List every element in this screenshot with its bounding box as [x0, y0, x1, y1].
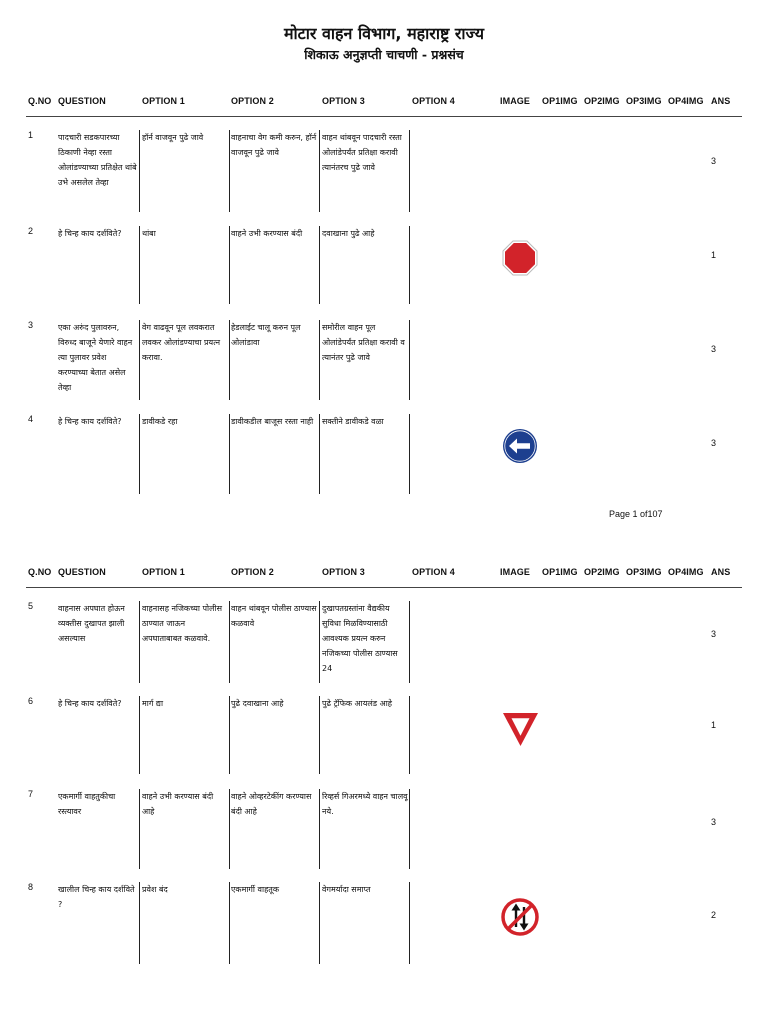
header-rule [26, 587, 742, 588]
option-3: समोरील वाहन पूल ओलांडेपर्यंत प्रतिक्षा करावी व त्यानंतर पुढे जावे [322, 323, 405, 362]
column-rule [229, 696, 230, 774]
option-1: वाहनासह नजिकच्या पोलीस ठाण्यात जाऊन अपघाताबाबत कळवावे. [142, 604, 223, 643]
header-option2: OPTION 2 [231, 96, 274, 106]
header-ans: ANS [711, 567, 731, 577]
header-option1: OPTION 1 [142, 96, 185, 106]
question-text: हे चिन्ह काय दर्शविते? [58, 699, 122, 708]
column-rule [409, 789, 410, 869]
option-1: हॉर्न वाजवून पुढे जावे [142, 133, 204, 142]
option-1: थांबा [142, 229, 156, 238]
header-image: IMAGE [500, 96, 531, 106]
question-number: 3 [28, 320, 34, 330]
header-question: QUESTION [58, 567, 106, 577]
answer-value: 3 [711, 817, 717, 827]
two-way-traffic-prohibited-sign-icon [501, 898, 539, 940]
question-number: 7 [28, 789, 34, 799]
option-1: प्रवेश बंद [142, 885, 168, 894]
option-2: डावीकडील बाजूस रस्ता नाही [231, 417, 314, 426]
option-2: वाहने उभी करण्यास बंदी [231, 229, 303, 238]
header-image: IMAGE [500, 567, 531, 577]
option-1: वेग वाढवून पूल लवकरात लवकर ओलांडण्याचा प्रयत्न करावा. [142, 323, 221, 362]
column-rule [139, 414, 140, 494]
page-title: मोटार वाहन विभाग, महाराष्ट्र राज्य [283, 24, 485, 43]
header-op2img: OP2IMG [584, 567, 620, 577]
column-rule [409, 882, 410, 964]
option-2: वाहने ओव्हरटेकींग करण्यास बंदी आहे [231, 792, 312, 816]
column-rule [139, 320, 140, 400]
option-1: डावीकडे रहा [142, 417, 178, 426]
option-1: वाहने उभी करण्यास बंदी आहे [142, 792, 214, 816]
answer-value: 1 [711, 720, 717, 730]
option-3: दवाखाना पुढे आहे [322, 229, 375, 238]
column-rule [139, 789, 140, 869]
column-rule [229, 320, 230, 400]
header-rule [26, 116, 742, 117]
column-rule [229, 882, 230, 964]
header-op3img: OP3IMG [626, 567, 662, 577]
column-rule [409, 320, 410, 400]
column-rule [409, 226, 410, 304]
stop-sign-icon [502, 240, 538, 280]
column-rule [229, 789, 230, 869]
column-rule [139, 882, 140, 964]
compulsory-turn-left-sign-icon [502, 428, 538, 468]
column-rule [319, 414, 320, 494]
column-rule [229, 226, 230, 304]
question-text: हे चिन्ह काय दर्शविते? [58, 229, 122, 238]
column-rule [319, 130, 320, 212]
header-op3img: OP3IMG [626, 96, 662, 106]
column-rule [409, 414, 410, 494]
column-rule [229, 414, 230, 494]
question-text: एकमार्गी वाहतुकीचा रस्त्यावर [58, 792, 116, 816]
column-rule [139, 601, 140, 683]
header-qno: Q.NO [28, 96, 52, 106]
option-3: दुखापतग्रस्तांना वैद्यकीय सुविधा मिळविण्यासाठी आवश्यक प्रयत्न करुन नजिकच्या पोलीस ठाण्यास 24 [322, 604, 398, 673]
question-number: 6 [28, 696, 34, 706]
column-rule [409, 601, 410, 683]
question-text: पादचारी सडकपारच्या ठिकाणी नेव्हा रस्ता ओलांडण्याच्या प्रतिक्षेत थांबे उभे असलेल तेव्हा [58, 133, 137, 187]
question-text: एका अरुंद पुलावरुन, विरुध्द बाजूने येणारे वाहन त्या पुलावर प्रवेश करण्याच्या बेतात असेल तेव्हा [58, 323, 133, 392]
column-rule [409, 130, 410, 212]
column-rule [229, 130, 230, 212]
answer-value: 3 [711, 344, 717, 354]
column-rule [319, 882, 320, 964]
option-2: हेडलाईट चालू करुन पूल ओलांडावा [231, 323, 301, 347]
column-rule [319, 789, 320, 869]
option-2: एकमार्गी वाहतूक [231, 885, 280, 894]
header-ans: ANS [711, 96, 731, 106]
answer-value: 3 [711, 629, 717, 639]
question-number: 4 [28, 414, 34, 424]
option-1: मार्ग द्या [142, 699, 164, 708]
column-rule [319, 696, 320, 774]
header-option3: OPTION 3 [322, 567, 365, 577]
question-text: खालील चिन्ह काय दर्शविते ? [58, 885, 135, 909]
header-qno: Q.NO [28, 567, 52, 577]
header-option4: OPTION 4 [412, 567, 455, 577]
option-3: वेगमर्यादा समाप्त [322, 885, 371, 894]
header-op2img: OP2IMG [584, 96, 620, 106]
answer-value: 3 [711, 156, 717, 166]
option-3: रिव्हर्स गिअरमध्ये वाहन चालवू नये. [322, 792, 408, 816]
question-text: वाहनास अपघात होऊन व्यक्तीस दुखापत झाली असल्यास [58, 604, 125, 643]
header-op1img: OP1IMG [542, 96, 578, 106]
header-option1: OPTION 1 [142, 567, 185, 577]
option-2: वाहनाचा वेग कमी करुन, हॉर्न वाजवून पुढे जावे [231, 133, 317, 157]
question-number: 1 [28, 130, 34, 140]
answer-value: 1 [711, 250, 717, 260]
question-number: 5 [28, 601, 34, 611]
option-2: पुढे दवाखाना आहे [231, 699, 284, 708]
give-way-sign-icon [502, 711, 539, 751]
header-option4: OPTION 4 [412, 96, 455, 106]
header-op1img: OP1IMG [542, 567, 578, 577]
header-op4img: OP4IMG [668, 567, 704, 577]
answer-value: 2 [711, 910, 717, 920]
column-rule [409, 696, 410, 774]
option-3: सक्तीने डावीकडे वळा [322, 417, 384, 426]
page-number: Page 1 of107 [609, 509, 663, 519]
option-3: वाहन थांबवून पादचारी रस्ता ओलांडेपर्यंत प्रतिक्षा करावी त्यानंतरच पुढे जावे [322, 133, 402, 172]
column-rule [319, 601, 320, 683]
column-rule [319, 320, 320, 400]
column-rule [139, 130, 140, 212]
question-number: 2 [28, 226, 34, 236]
answer-value: 3 [711, 438, 717, 448]
option-2: वाहन थांबवून पोलीस ठाण्यास कळवावे [231, 604, 317, 628]
question-text: हे चिन्ह काय दर्शविते? [58, 417, 122, 426]
page-subtitle: शिकाऊ अनुज्ञप्ती चाचणी - प्रश्नसंच [304, 47, 464, 62]
header-option2: OPTION 2 [231, 567, 274, 577]
header-option3: OPTION 3 [322, 96, 365, 106]
column-rule [319, 226, 320, 304]
option-3: पुढे ट्रॅफिक आयलंड आहे [322, 699, 393, 708]
column-rule [139, 696, 140, 774]
header-question: QUESTION [58, 96, 106, 106]
column-rule [229, 601, 230, 683]
column-rule [139, 226, 140, 304]
question-number: 8 [28, 882, 34, 892]
header-op4img: OP4IMG [668, 96, 704, 106]
